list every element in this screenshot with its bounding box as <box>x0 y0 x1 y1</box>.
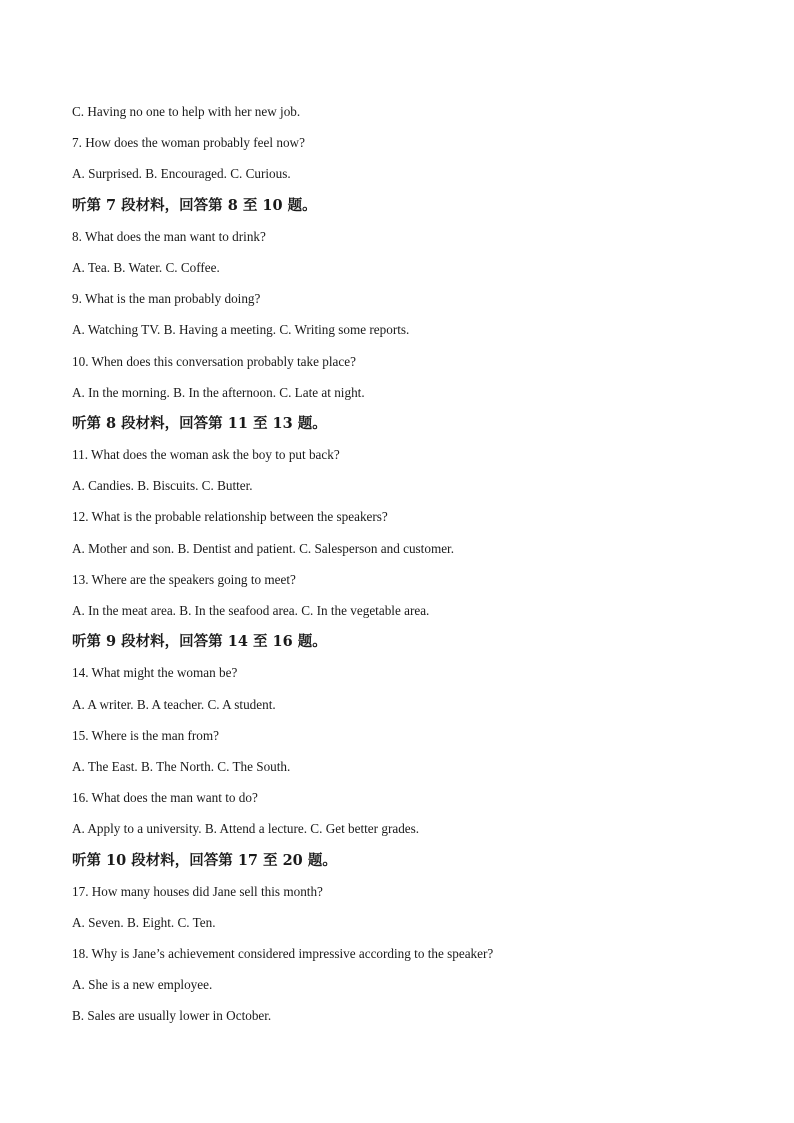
section-heading: 听第 10 段材料，回答第 17 至 20 题。 <box>72 851 337 869</box>
option-line: C. Having no one to help with her new job. <box>72 104 301 119</box>
option-line: A. A writer. B. A teacher. C. A student. <box>72 696 276 712</box>
option-line: A. She is a new employee. <box>72 977 213 993</box>
question-line: 17. How many houses did Jane sell this month? <box>72 883 323 899</box>
option-line: A. Mother and son. B. Dentist and patient. C. Salesperson and customer. <box>72 540 455 556</box>
option-line: A. The East. B. The North. C. The South. <box>72 758 291 774</box>
question-line: 8. What does the man want to drink? <box>72 228 266 244</box>
option-line: A. Watching TV. B. Having a meeting. C. Writing some reports. <box>72 322 410 338</box>
document-page <box>72 103 732 1039</box>
question-line: 11. What does the woman ask the boy to put back? <box>72 447 340 463</box>
option-line: A. Seven. B. Eight. C. Ten. <box>72 914 216 930</box>
option-line: A. Tea. B. Water. C. Coffee. <box>72 259 220 275</box>
question-line: 16. What does the man want to do? <box>72 790 258 806</box>
question-line: 13. Where are the speakers going to meet? <box>72 571 296 587</box>
question-line: 18. Why is Jane’s achievement considered impressive according to the speaker? <box>72 946 494 962</box>
section-heading: 听第 9 段材料，回答第 14 至 16 题。 <box>72 633 327 651</box>
option-line: A. Candies. B. Biscuits. C. Butter. <box>72 478 253 494</box>
option-line: A. Surprised. B. Encouraged. C. Curious. <box>72 166 291 182</box>
question-line: 10. When does this conversation probably take place? <box>72 353 356 369</box>
question-line: 9. What is the man probably doing? <box>72 291 261 307</box>
option-line: A. Apply to a university. B. Attend a lecture. C. Get better grades. <box>72 821 420 837</box>
section-heading: 听第 8 段材料，回答第 11 至 13 题。 <box>72 414 327 432</box>
section-heading: 听第 7 段材料，回答第 8 至 10 题。 <box>72 196 317 214</box>
question-line: 14. What might the woman be? <box>72 665 238 681</box>
option-line: B. Sales are usually lower in October. <box>72 1008 272 1024</box>
option-line: A. In the meat area. B. In the seafood area. C. In the vegetable area. <box>72 603 430 618</box>
question-line: 15. Where is the man from? <box>72 727 219 743</box>
question-line: 7. How does the woman probably feel now? <box>72 135 305 151</box>
option-line: A. In the morning. B. In the afternoon. C. Late at night. <box>72 384 365 400</box>
question-line: 12. What is the probable relationship between the speakers? <box>72 509 388 525</box>
